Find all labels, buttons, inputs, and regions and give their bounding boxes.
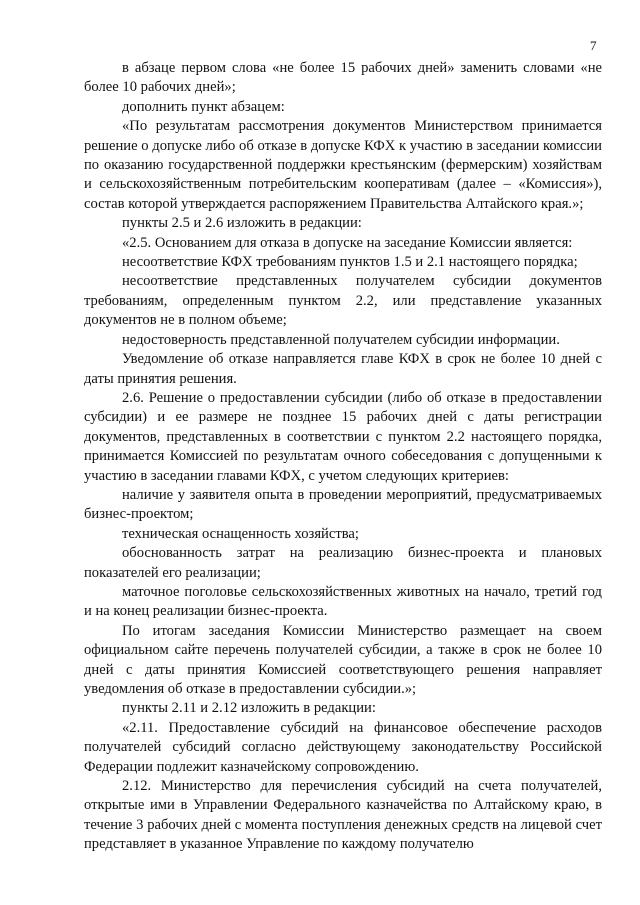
paragraph: По итогам заседания Комиссии Министерство размещает на своем официальном сайте перечень получателей субсидии, а также в срок не более 10 дней с даты принятия Комиссией соответствующего решения направляет уведомления об отказе в предоставлении субсидии.»; [84,622,602,697]
paragraph: обоснованность затрат на реализацию бизнес-проекта и плановых показателей его реализации; [84,545,602,581]
paragraph: несоответствие представленных получателем субсидии документов требованиям, определенным пунктом 2.2, или представление указанных документов не в полном объеме; [84,273,602,329]
paragraph: «2.5. Основанием для отказа в допуске на заседание Комиссии является: [122,234,573,251]
paragraph: пункты 2.5 и 2.6 изложить в редакции: [122,215,362,232]
paragraph: Уведомление об отказе направляется главе КФХ в срок не более 10 дней с даты принятия решения. [84,351,602,387]
paragraph: в абзаце первом слова «не более 15 рабочих дней» заменить словами «не более 10 рабочих дней»; [84,60,602,96]
paragraph: маточное поголовье сельскохозяйственных животных на начало, третий год и на конец реализации бизнес-проекта. [84,583,602,620]
page-number: 7 [590,38,597,53]
paragraph: пункты 2.11 и 2.12 изложить в редакции: [122,700,376,717]
paragraph: дополнить пункт абзацем: [122,98,285,115]
paragraph: «По результатам рассмотрения документов Министерством принимается решение о допуске либо об отказе в допуске КФХ к участию в заседании комиссии по оказанию государственной поддержки крестьянским (фермерским) хозяйствам и сельскохозяйственным потребительским кооперативам (далее – «Комиссия»), состав которой утверждается распоряжением Правительства Алтайского края.»; [84,118,602,212]
paragraph: 2.6. Решение о предоставлении субсидии (либо об отказе в предоставлении субсидии) и ее размере не позднее 15 рабочих дней с даты регистрации документов, представленных в соответствии с пунктом 2.2 настоящего порядка, принимается Комиссией по результатам очного собеседования с допущенными к участию в заседании главами КФХ, с учетом следующих критериев: [84,389,602,484]
paragraph: несоответствие КФХ требованиям пунктов 1.5 и 2.1 настоящего порядка; [122,254,578,271]
paragraph: техническая оснащенность хозяйства; [122,525,359,542]
paragraph: наличие у заявителя опыта в проведении мероприятий, предусматриваемых бизнес-проектом; [84,486,602,523]
paragraph: недостоверность представленной получателем субсидии информации. [122,331,560,348]
document-body [84,59,602,855]
paragraph: «2.11. Предоставление субсидий на финансовое обеспечение расходов получателей субсидий согласно действующему законодательству Российской Федерации подлежит казначейскому сопровождению. [84,719,602,775]
paragraph: 2.12. Министерство для перечисления субсидий на счета получателей, открытые ими в Управлении Федерального казначейства по Алтайскому краю, в течение 3 рабочих дней с момента поступления денежных средств на лицевой счет представляет в указанное Управление по каждому получателю [84,778,602,853]
